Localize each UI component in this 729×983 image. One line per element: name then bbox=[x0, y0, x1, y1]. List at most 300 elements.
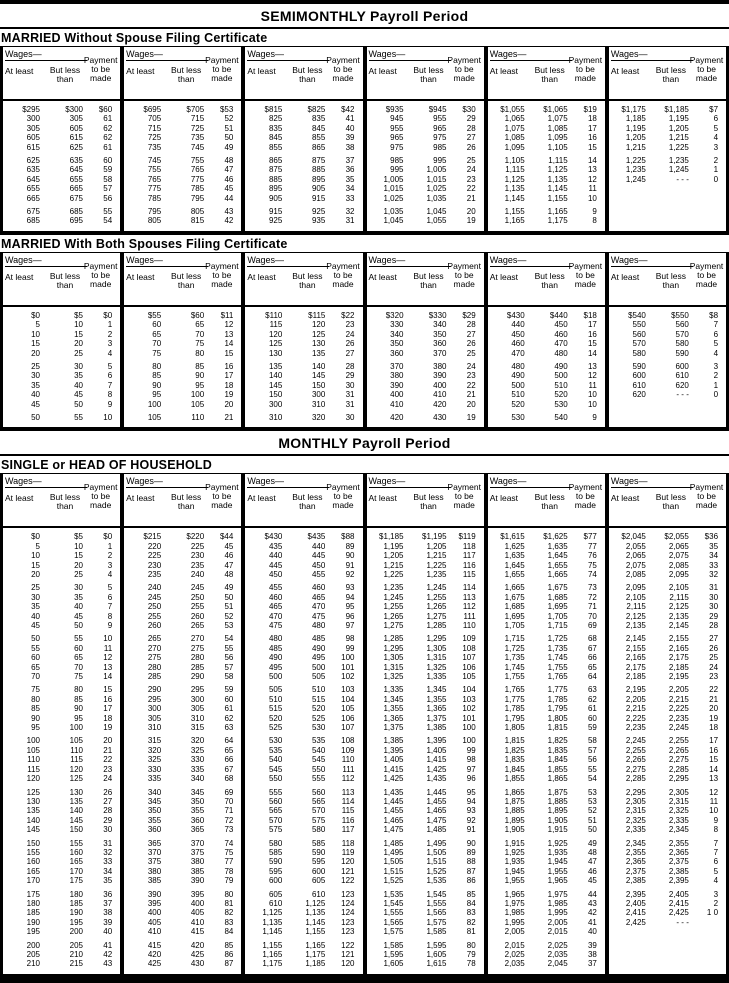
wage-at-least-value: 895 bbox=[268, 184, 283, 194]
payment-value: 22 bbox=[709, 685, 719, 695]
wage-at-least-value: 1,255 bbox=[383, 602, 404, 612]
wage-at-least-value: 2,375 bbox=[625, 866, 646, 876]
payment-value: 114 bbox=[462, 583, 476, 593]
payment-value: 24 bbox=[709, 662, 719, 672]
payment-value: 9 bbox=[107, 621, 113, 630]
wage-but-less-than-value: 1,645 bbox=[547, 551, 568, 561]
table-row bbox=[609, 114, 726, 123]
table-row bbox=[3, 653, 120, 662]
wage-but-less-than-value: 1,085 bbox=[547, 123, 568, 133]
row-group bbox=[124, 362, 241, 409]
wage-at-least-value: 745 bbox=[147, 156, 162, 166]
table-row bbox=[124, 561, 241, 570]
table-row bbox=[488, 216, 605, 225]
row-group bbox=[367, 156, 484, 203]
payment-value: 4 bbox=[713, 133, 719, 143]
table-row bbox=[367, 695, 484, 704]
payment-value: 19 bbox=[466, 412, 476, 422]
wage-at-least-value: 75 bbox=[31, 685, 40, 695]
payment-value: 28 bbox=[103, 806, 113, 816]
payment-value: 8 bbox=[107, 611, 113, 621]
wage-at-least-value: 125 bbox=[268, 339, 283, 349]
wage-but-less-than-value: 1,775 bbox=[547, 685, 568, 695]
table-row bbox=[609, 825, 726, 834]
row-group bbox=[3, 685, 120, 732]
row-group bbox=[124, 156, 241, 203]
table-row bbox=[488, 634, 605, 643]
wage-at-least-value: 1,485 bbox=[383, 838, 404, 848]
wage-at-least-value: 180 bbox=[26, 898, 40, 908]
payment-value: 10 bbox=[587, 399, 597, 409]
wage-at-least-value: 200 bbox=[26, 940, 40, 950]
payment-value: 27 bbox=[709, 634, 719, 644]
table-row bbox=[245, 561, 362, 570]
wage-at-least-value: 1,575 bbox=[383, 927, 404, 937]
wage-but-less-than-value: 1,095 bbox=[547, 133, 568, 143]
payment-value: 121 bbox=[341, 866, 355, 876]
wage-at-least-value: 755 bbox=[147, 165, 162, 175]
wage-at-least-value: 80 bbox=[31, 694, 40, 704]
payment-label-line: to be bbox=[212, 269, 232, 280]
payment-value: 15 bbox=[587, 339, 597, 349]
wage-but-less-than-value: 570 bbox=[675, 329, 689, 339]
wages-header-label: Wages— bbox=[369, 49, 451, 61]
wage-at-least-value: 425 bbox=[147, 959, 162, 969]
wage-at-least-value: 1,785 bbox=[504, 704, 525, 714]
payment-value: 15 bbox=[587, 142, 597, 152]
wage-at-least-value: 610 bbox=[268, 898, 283, 908]
wage-at-least-value: 1,145 bbox=[262, 927, 283, 937]
payment-value: 14 bbox=[224, 339, 234, 349]
payment-value: 47 bbox=[587, 857, 597, 867]
column-header bbox=[124, 47, 241, 101]
column-data bbox=[488, 528, 605, 973]
wage-at-least-value: 500 bbox=[268, 672, 283, 682]
payment-value: 7 bbox=[713, 847, 719, 857]
wage-at-least-value: 2,195 bbox=[625, 685, 646, 695]
table-row bbox=[488, 612, 605, 621]
wage-at-least-value: 1,115 bbox=[505, 165, 525, 175]
table-row bbox=[488, 105, 605, 114]
wage-at-least-value: 1,295 bbox=[383, 643, 404, 653]
wage-but-less-than-value: 95 bbox=[195, 380, 205, 390]
payment-to-be-made-label bbox=[325, 262, 362, 289]
payment-value: 29 bbox=[103, 815, 113, 825]
row-group bbox=[609, 105, 726, 152]
wages-header-label: Wages— bbox=[369, 255, 451, 267]
wage-at-least-value: 1,645 bbox=[504, 560, 525, 570]
table-row bbox=[245, 672, 362, 681]
table-row bbox=[245, 175, 362, 184]
wage-at-least-value: 1,775 bbox=[504, 694, 525, 704]
wage-at-least-value: 160 bbox=[26, 857, 40, 867]
payment-value: 57 bbox=[103, 184, 113, 194]
table-row bbox=[245, 621, 362, 630]
at-least-label: At least bbox=[610, 66, 640, 76]
payment-value: 3 bbox=[713, 889, 719, 899]
wage-at-least-value: 120 bbox=[268, 329, 283, 339]
payment-value: 39 bbox=[345, 133, 355, 143]
wage-but-less-than-value: 345 bbox=[190, 787, 205, 797]
column-data bbox=[3, 101, 120, 231]
payment-label-line: to be bbox=[575, 491, 595, 502]
wage-at-least-value: 1,205 bbox=[383, 551, 404, 561]
payment-label-line: made bbox=[574, 278, 596, 289]
wage-at-least-value: 85 bbox=[31, 704, 40, 714]
wage-but-less-than-value: 200 bbox=[69, 927, 83, 937]
table-row bbox=[124, 330, 241, 339]
table-row bbox=[367, 848, 484, 857]
wage-at-least-value: 1,215 bbox=[383, 560, 404, 570]
table-row bbox=[367, 339, 484, 348]
wage-but-less-than-value: 1,845 bbox=[547, 755, 568, 765]
payment-value: 46 bbox=[224, 174, 234, 184]
wage-at-least-value: 330 bbox=[390, 320, 404, 330]
wage-but-less-than-value: 335 bbox=[190, 764, 205, 774]
table-row bbox=[3, 400, 120, 409]
wage-but-less-than-value: - - - bbox=[676, 390, 689, 400]
wage-at-least-value: 150 bbox=[268, 390, 283, 400]
wage-at-least-value: 2,325 bbox=[625, 815, 646, 825]
but-less-than-label bbox=[409, 66, 449, 84]
row-group bbox=[367, 685, 484, 732]
wage-but-less-than-value: 1,585 bbox=[426, 927, 447, 937]
table-row bbox=[609, 695, 726, 704]
table-row bbox=[3, 165, 120, 174]
payment-value: 5 bbox=[107, 361, 113, 371]
table-row bbox=[245, 602, 362, 611]
row-group bbox=[609, 311, 726, 358]
wages-header-label: Wages— bbox=[611, 255, 693, 267]
wage-at-least-value: 1,095 bbox=[504, 142, 525, 152]
wage-but-less-than-value: 2,175 bbox=[668, 653, 689, 663]
table-row bbox=[245, 216, 362, 225]
payment-value: 6 bbox=[713, 857, 719, 867]
payment-value: 123 bbox=[341, 917, 355, 927]
payment-value: 22 bbox=[466, 380, 476, 390]
payment-value: 89 bbox=[345, 541, 355, 551]
wage-but-less-than-value: 2,265 bbox=[668, 745, 689, 755]
wage-but-less-than-value: 330 bbox=[190, 755, 205, 765]
payment-value: 27 bbox=[466, 329, 476, 339]
table-row bbox=[367, 124, 484, 133]
table-row bbox=[3, 320, 120, 329]
wage-at-least-value: 410 bbox=[147, 927, 162, 937]
wage-but-less-than-value: 2,245 bbox=[668, 723, 689, 733]
wage-but-less-than-value: 320 bbox=[190, 736, 205, 746]
table-row bbox=[245, 806, 362, 815]
wage-at-least-value: $695 bbox=[143, 105, 162, 114]
table-row bbox=[488, 207, 605, 216]
payment-to-be-made-label bbox=[82, 262, 119, 289]
table-row bbox=[124, 339, 241, 348]
wage-at-least-value: 1,475 bbox=[383, 825, 404, 835]
wage-at-least-value: 1,065 bbox=[504, 114, 525, 124]
payment-value: 12 bbox=[587, 174, 597, 184]
table-row bbox=[245, 774, 362, 783]
wage-at-least-value: 555 bbox=[268, 787, 283, 797]
table-row bbox=[245, 593, 362, 602]
wage-at-least-value: $1,185 bbox=[379, 532, 404, 542]
wage-at-least-value: 225 bbox=[147, 551, 162, 561]
table-row bbox=[3, 704, 120, 713]
wage-but-less-than-value: 575 bbox=[311, 815, 326, 825]
section-married-without-spouse bbox=[0, 29, 729, 235]
payment-label-line: made bbox=[695, 73, 718, 83]
wage-but-less-than-value: 40 bbox=[74, 380, 83, 390]
row-group bbox=[245, 941, 362, 969]
payment-value: 10 bbox=[709, 806, 719, 816]
table-row bbox=[367, 755, 484, 764]
wage-at-least-value: 2,425 bbox=[625, 917, 646, 927]
wage-at-least-value: 1,035 bbox=[383, 207, 404, 217]
payment-value: 112 bbox=[462, 602, 476, 612]
payment-label-line: made bbox=[332, 500, 354, 511]
wage-but-less-than-value: 165 bbox=[69, 857, 83, 867]
wage-but-less-than-value: 210 bbox=[69, 950, 83, 959]
table-row bbox=[488, 857, 605, 866]
wage-at-least-value: 15 bbox=[31, 339, 40, 349]
payment-value: 100 bbox=[462, 723, 476, 733]
payment-value: 9 bbox=[592, 412, 597, 422]
payment-value: 59 bbox=[587, 723, 597, 733]
table-row bbox=[124, 390, 241, 399]
wage-at-least-value: 1,595 bbox=[383, 950, 404, 959]
wage-at-least-value: 450 bbox=[511, 329, 525, 339]
wage-but-less-than-value: 480 bbox=[554, 348, 568, 358]
wage-at-least-value: 25 bbox=[31, 361, 40, 371]
table-row bbox=[367, 950, 484, 959]
wage-but-less-than-value: 2,425 bbox=[668, 908, 689, 918]
table-row bbox=[609, 311, 726, 320]
wage-at-least-value: 380 bbox=[147, 866, 162, 876]
wage-at-least-value: 1,235 bbox=[383, 583, 404, 593]
wage-but-less-than-value: 1,745 bbox=[547, 653, 568, 663]
table-row bbox=[488, 890, 605, 899]
table-row bbox=[245, 941, 362, 950]
payment-value: 5 bbox=[713, 123, 719, 133]
payment-value: 84 bbox=[224, 927, 234, 937]
payment-value: 62 bbox=[587, 694, 597, 704]
payment-value: 38 bbox=[345, 142, 355, 152]
wage-but-less-than-value: 715 bbox=[190, 114, 205, 124]
payment-value: 101 bbox=[462, 713, 476, 723]
payment-label-line: to be bbox=[697, 64, 716, 74]
wage-but-less-than-value: 645 bbox=[69, 165, 83, 175]
table-row bbox=[3, 695, 120, 704]
wage-but-less-than-value: 360 bbox=[190, 815, 205, 825]
but-less-than-label bbox=[166, 66, 206, 84]
table-row bbox=[367, 583, 484, 592]
wage-but-less-than-value: 50 bbox=[74, 621, 83, 630]
wage-at-least-value: 295 bbox=[147, 694, 162, 704]
payment-value: 67 bbox=[224, 764, 234, 774]
but-less-line1: But less bbox=[49, 270, 81, 281]
wage-at-least-value: 5 bbox=[35, 320, 40, 330]
table-row bbox=[3, 825, 120, 834]
wage-but-less-than-value: 1,005 bbox=[426, 165, 447, 175]
table-row bbox=[245, 816, 362, 825]
payment-value: 26 bbox=[709, 643, 719, 653]
payment-label-line: to be bbox=[91, 491, 111, 502]
wage-but-less-than-value: $2,055 bbox=[664, 532, 689, 542]
payment-label-line: to be bbox=[212, 64, 232, 74]
wage-at-least-value: 1,585 bbox=[383, 940, 404, 950]
payment-value: 88 bbox=[466, 857, 476, 867]
wage-at-least-value: 240 bbox=[147, 583, 162, 593]
wage-but-less-than-value: 1,145 bbox=[305, 917, 326, 927]
wage-but-less-than-value: 1,435 bbox=[426, 774, 447, 784]
wage-at-least-value: 2,115 bbox=[626, 602, 646, 612]
wage-at-least-value: 725 bbox=[147, 133, 162, 143]
table-row bbox=[3, 867, 120, 876]
table-row bbox=[245, 918, 362, 927]
table-row bbox=[3, 663, 120, 672]
wage-at-least-value: 2,145 bbox=[625, 634, 646, 644]
payment-value: 27 bbox=[466, 133, 476, 143]
wage-but-less-than-value: 765 bbox=[190, 165, 205, 175]
wage-but-less-than-value: 30 bbox=[74, 583, 83, 593]
payment-value: 110 bbox=[462, 621, 476, 630]
payment-value: 39 bbox=[587, 940, 597, 950]
payment-value: 2 bbox=[107, 551, 113, 561]
wage-but-less-than-value: 300 bbox=[311, 390, 326, 400]
wage-at-least-value: 140 bbox=[268, 371, 283, 381]
wage-at-least-value: 105 bbox=[26, 745, 40, 755]
payment-value: 41 bbox=[587, 917, 597, 927]
table-row bbox=[245, 371, 362, 380]
wage-at-least-value: 340 bbox=[147, 787, 162, 797]
wage-at-least-value: 230 bbox=[147, 560, 162, 570]
wage-at-least-value: 545 bbox=[268, 764, 283, 774]
column-header bbox=[124, 474, 241, 528]
wage-but-less-than-value: 55 bbox=[74, 634, 83, 644]
row-group bbox=[124, 532, 241, 579]
wage-but-less-than-value: 2,095 bbox=[668, 569, 689, 579]
wage-but-less-than-value: 1,985 bbox=[547, 898, 568, 908]
payment-value: 49 bbox=[224, 142, 234, 152]
column-data bbox=[609, 307, 726, 427]
payment-value: 26 bbox=[466, 142, 476, 152]
column-data bbox=[488, 101, 605, 231]
table-row bbox=[367, 723, 484, 732]
payment-value: 56 bbox=[103, 193, 113, 203]
wage-at-least-value: 135 bbox=[26, 806, 40, 816]
table-row bbox=[3, 848, 120, 857]
payment-label-line: made bbox=[90, 500, 112, 511]
table-row bbox=[245, 825, 362, 834]
payment-value: 54 bbox=[103, 216, 113, 226]
row-group bbox=[245, 890, 362, 937]
table-row bbox=[245, 653, 362, 662]
wage-but-less-than-value: 855 bbox=[311, 133, 326, 143]
wage-at-least-value: 1,665 bbox=[504, 583, 525, 593]
payment-value: 69 bbox=[587, 621, 597, 630]
wage-but-less-than-value: 1,415 bbox=[426, 755, 447, 765]
wage-but-less-than-value: 2,065 bbox=[668, 541, 689, 551]
wage-but-less-than-value: 1,205 bbox=[668, 123, 689, 133]
wage-at-least-value: 965 bbox=[390, 133, 404, 143]
wage-at-least-value: 885 bbox=[268, 174, 283, 184]
table-row bbox=[245, 165, 362, 174]
wage-but-less-than-value: 1,925 bbox=[547, 838, 568, 848]
payment-label-line: Payment bbox=[568, 482, 603, 493]
wage-but-less-than-value: 105 bbox=[69, 736, 83, 746]
payment-value: 97 bbox=[466, 764, 476, 774]
payment-value: 27 bbox=[345, 348, 355, 358]
wage-at-least-value: 995 bbox=[390, 165, 404, 175]
table-row bbox=[488, 918, 605, 927]
payment-value: 40 bbox=[345, 123, 355, 133]
wage-but-less-than-value: $330 bbox=[428, 310, 447, 320]
wage-but-less-than-value: $945 bbox=[428, 105, 447, 114]
table-row bbox=[3, 184, 120, 193]
payment-value: 41 bbox=[103, 940, 113, 950]
payment-value: 4 bbox=[107, 348, 113, 358]
column-group bbox=[241, 474, 362, 973]
wage-at-least-value: 1,925 bbox=[504, 847, 525, 857]
row-group bbox=[609, 156, 726, 184]
table-row bbox=[609, 774, 726, 783]
wage-but-less-than-value: $435 bbox=[307, 532, 326, 542]
payment-value: 3 bbox=[713, 361, 719, 371]
table-row bbox=[3, 755, 120, 764]
wage-but-less-than-value: 1,125 bbox=[547, 165, 568, 175]
wage-at-least-value: 2,245 bbox=[625, 736, 646, 746]
wage-at-least-value: 2,255 bbox=[625, 745, 646, 755]
wage-at-least-value: 420 bbox=[390, 412, 404, 422]
wage-at-least-value: 610 bbox=[632, 380, 646, 390]
row-group bbox=[124, 788, 241, 835]
column-group bbox=[241, 47, 362, 231]
wage-at-least-value: 1,985 bbox=[504, 908, 525, 918]
payment-value: 31 bbox=[345, 399, 355, 409]
table-row bbox=[124, 621, 241, 630]
wage-at-least-value: 15 bbox=[31, 560, 40, 570]
payment-value: 29 bbox=[709, 611, 719, 621]
payment-value: 12 bbox=[709, 787, 719, 797]
wage-at-least-value: 90 bbox=[152, 380, 162, 390]
wage-but-less-than-value: 1,285 bbox=[426, 621, 447, 630]
payment-value: 48 bbox=[224, 569, 234, 579]
payment-label-line: to be bbox=[91, 269, 111, 280]
payment-value: 49 bbox=[224, 583, 234, 593]
table-row bbox=[3, 194, 120, 203]
table-row bbox=[3, 950, 120, 959]
table-row bbox=[124, 349, 241, 358]
payment-value: 81 bbox=[224, 898, 234, 908]
payment-value: $18 bbox=[583, 310, 597, 320]
wage-at-least-value: 120 bbox=[26, 774, 40, 784]
wage-but-less-than-value: $1,195 bbox=[422, 532, 447, 542]
row-group bbox=[245, 736, 362, 783]
wage-but-less-than-value: 490 bbox=[311, 643, 326, 653]
payment-value: 35 bbox=[103, 876, 113, 886]
row-group bbox=[245, 532, 362, 579]
wage-at-least-value: 1,355 bbox=[383, 704, 404, 714]
table-row bbox=[609, 746, 726, 755]
payment-value: 111 bbox=[342, 764, 355, 774]
payment-value: 117 bbox=[341, 825, 355, 835]
table-row bbox=[124, 736, 241, 745]
table-row bbox=[3, 602, 120, 611]
table-row bbox=[124, 806, 241, 815]
wage-at-least-value: 320 bbox=[147, 745, 162, 755]
wage-but-less-than-value: 520 bbox=[554, 390, 568, 400]
payment-value: 23 bbox=[345, 320, 355, 330]
wage-at-least-value: 300 bbox=[147, 704, 162, 714]
table-row bbox=[245, 908, 362, 917]
